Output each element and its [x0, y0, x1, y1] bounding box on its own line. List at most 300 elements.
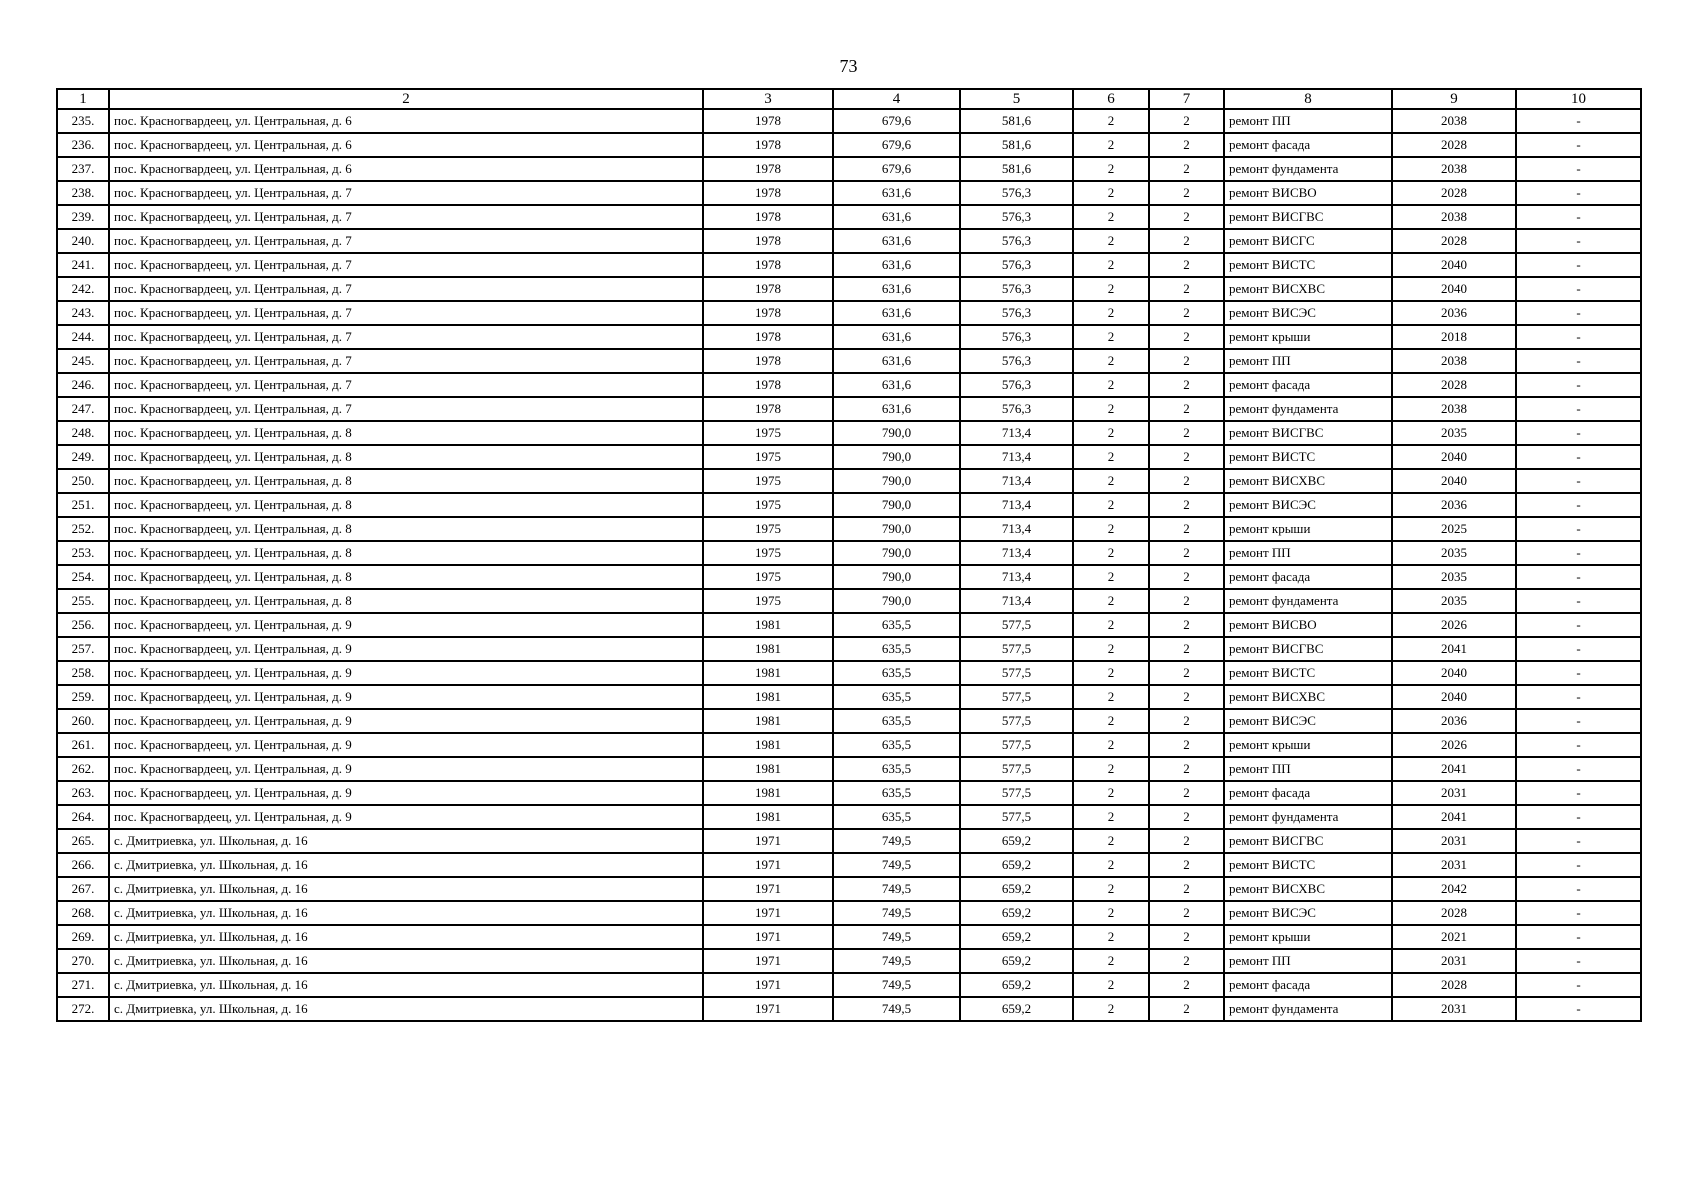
note-cell: -	[1516, 661, 1641, 685]
row-number-cell: 238.	[57, 181, 109, 205]
living-area-cell: 713,4	[960, 589, 1073, 613]
address-cell: пос. Красногвардеец, ул. Центральная, д. 7	[109, 373, 703, 397]
row-number-cell: 268.	[57, 901, 109, 925]
year-cell: 1978	[703, 133, 833, 157]
table-row	[57, 349, 1641, 373]
entrances-cell: 2	[1149, 397, 1224, 421]
address-cell: пос. Красногвардеец, ул. Центральная, д. 7	[109, 325, 703, 349]
address-cell: с. Дмитриевка, ул. Школьная, д. 16	[109, 997, 703, 1021]
plan-year-cell: 2035	[1392, 541, 1516, 565]
plan-year-cell: 2038	[1392, 109, 1516, 133]
address-cell: пос. Красногвардеец, ул. Центральная, д. 8	[109, 565, 703, 589]
living-area-cell: 713,4	[960, 565, 1073, 589]
note-cell: -	[1516, 325, 1641, 349]
living-area-cell: 713,4	[960, 493, 1073, 517]
total-area-cell: 790,0	[833, 517, 960, 541]
address-cell: пос. Красногвардеец, ул. Центральная, д. 7	[109, 349, 703, 373]
plan-year-cell: 2040	[1392, 253, 1516, 277]
address-cell: пос. Красногвардеец, ул. Центральная, д. 6	[109, 157, 703, 181]
living-area-cell: 577,5	[960, 709, 1073, 733]
row-number-cell: 236.	[57, 133, 109, 157]
plan-year-cell: 2035	[1392, 421, 1516, 445]
total-area-cell: 635,5	[833, 613, 960, 637]
row-number-cell: 243.	[57, 301, 109, 325]
row-number-cell: 246.	[57, 373, 109, 397]
total-area-cell: 679,6	[833, 109, 960, 133]
living-area-cell: 577,5	[960, 613, 1073, 637]
row-number-cell: 259.	[57, 685, 109, 709]
note-cell: -	[1516, 493, 1641, 517]
note-cell: -	[1516, 253, 1641, 277]
work-type-cell: ремонт ВИСХВС	[1224, 877, 1392, 901]
table-row	[57, 229, 1641, 253]
row-number-cell: 272.	[57, 997, 109, 1021]
table-row	[57, 277, 1641, 301]
plan-year-cell: 2028	[1392, 133, 1516, 157]
address-cell: пос. Красногвардеец, ул. Центральная, д. 8	[109, 445, 703, 469]
entrances-cell: 2	[1149, 685, 1224, 709]
note-cell: -	[1516, 373, 1641, 397]
entrances-cell: 2	[1149, 589, 1224, 613]
living-area-cell: 577,5	[960, 637, 1073, 661]
floors-cell: 2	[1073, 109, 1149, 133]
year-cell: 1981	[703, 661, 833, 685]
table-row	[57, 205, 1641, 229]
total-area-cell: 631,6	[833, 181, 960, 205]
year-cell: 1978	[703, 205, 833, 229]
plan-year-cell: 2041	[1392, 805, 1516, 829]
plan-year-cell: 2031	[1392, 997, 1516, 1021]
entrances-cell: 2	[1149, 253, 1224, 277]
floors-cell: 2	[1073, 685, 1149, 709]
plan-year-cell: 2041	[1392, 637, 1516, 661]
entrances-cell: 2	[1149, 973, 1224, 997]
living-area-cell: 576,3	[960, 229, 1073, 253]
floors-cell: 2	[1073, 637, 1149, 661]
year-cell: 1971	[703, 973, 833, 997]
note-cell: -	[1516, 421, 1641, 445]
total-area-cell: 679,6	[833, 133, 960, 157]
plan-year-cell: 2036	[1392, 301, 1516, 325]
row-number-cell: 260.	[57, 709, 109, 733]
total-area-cell: 631,6	[833, 277, 960, 301]
total-area-cell: 749,5	[833, 973, 960, 997]
work-type-cell: ремонт ВИСГВС	[1224, 205, 1392, 229]
address-cell: пос. Красногвардеец, ул. Центральная, д. 7	[109, 229, 703, 253]
living-area-cell: 659,2	[960, 877, 1073, 901]
row-number-cell: 252.	[57, 517, 109, 541]
floors-cell: 2	[1073, 301, 1149, 325]
living-area-cell: 577,5	[960, 661, 1073, 685]
total-area-cell: 790,0	[833, 565, 960, 589]
address-cell: пос. Красногвардеец, ул. Центральная, д. 7	[109, 253, 703, 277]
floors-cell: 2	[1073, 397, 1149, 421]
total-area-cell: 635,5	[833, 805, 960, 829]
column-header-2: 2	[109, 89, 703, 109]
table-row	[57, 493, 1641, 517]
total-area-cell: 631,6	[833, 253, 960, 277]
address-cell: с. Дмитриевка, ул. Школьная, д. 16	[109, 829, 703, 853]
column-header-3: 3	[703, 89, 833, 109]
work-type-cell: ремонт фасада	[1224, 781, 1392, 805]
plan-year-cell: 2028	[1392, 901, 1516, 925]
living-area-cell: 659,2	[960, 901, 1073, 925]
column-header-4: 4	[833, 89, 960, 109]
row-number-cell: 264.	[57, 805, 109, 829]
entrances-cell: 2	[1149, 925, 1224, 949]
work-type-cell: ремонт ВИСТС	[1224, 661, 1392, 685]
note-cell: -	[1516, 205, 1641, 229]
total-area-cell: 635,5	[833, 637, 960, 661]
living-area-cell: 576,3	[960, 325, 1073, 349]
work-type-cell: ремонт ВИСВО	[1224, 181, 1392, 205]
entrances-cell: 2	[1149, 373, 1224, 397]
entrances-cell: 2	[1149, 205, 1224, 229]
plan-year-cell: 2031	[1392, 949, 1516, 973]
total-area-cell: 749,5	[833, 901, 960, 925]
work-type-cell: ремонт ВИСВО	[1224, 613, 1392, 637]
total-area-cell: 749,5	[833, 829, 960, 853]
entrances-cell: 2	[1149, 997, 1224, 1021]
table-row	[57, 589, 1641, 613]
note-cell: -	[1516, 541, 1641, 565]
floors-cell: 2	[1073, 445, 1149, 469]
row-number-cell: 239.	[57, 205, 109, 229]
table-row	[57, 397, 1641, 421]
note-cell: -	[1516, 349, 1641, 373]
floors-cell: 2	[1073, 613, 1149, 637]
floors-cell: 2	[1073, 469, 1149, 493]
note-cell: -	[1516, 445, 1641, 469]
work-type-cell: ремонт ВИСТС	[1224, 853, 1392, 877]
entrances-cell: 2	[1149, 541, 1224, 565]
row-number-cell: 253.	[57, 541, 109, 565]
floors-cell: 2	[1073, 133, 1149, 157]
note-cell: -	[1516, 181, 1641, 205]
row-number-cell: 263.	[57, 781, 109, 805]
note-cell: -	[1516, 469, 1641, 493]
total-area-cell: 790,0	[833, 541, 960, 565]
year-cell: 1978	[703, 157, 833, 181]
work-type-cell: ремонт ВИСТС	[1224, 253, 1392, 277]
work-type-cell: ремонт ПП	[1224, 949, 1392, 973]
address-cell: пос. Красногвардеец, ул. Центральная, д. 8	[109, 517, 703, 541]
table-row	[57, 301, 1641, 325]
table-row	[57, 853, 1641, 877]
table-row	[57, 325, 1641, 349]
address-cell: с. Дмитриевка, ул. Школьная, д. 16	[109, 877, 703, 901]
year-cell: 1975	[703, 565, 833, 589]
entrances-cell: 2	[1149, 133, 1224, 157]
table-row	[57, 253, 1641, 277]
year-cell: 1981	[703, 757, 833, 781]
table-row	[57, 661, 1641, 685]
total-area-cell: 635,5	[833, 733, 960, 757]
table-row	[57, 373, 1641, 397]
year-cell: 1978	[703, 253, 833, 277]
total-area-cell: 635,5	[833, 709, 960, 733]
note-cell: -	[1516, 997, 1641, 1021]
row-number-cell: 257.	[57, 637, 109, 661]
floors-cell: 2	[1073, 277, 1149, 301]
living-area-cell: 576,3	[960, 397, 1073, 421]
row-number-cell: 244.	[57, 325, 109, 349]
note-cell: -	[1516, 637, 1641, 661]
living-area-cell: 659,2	[960, 853, 1073, 877]
table-row	[57, 565, 1641, 589]
plan-year-cell: 2035	[1392, 589, 1516, 613]
plan-year-cell: 2031	[1392, 829, 1516, 853]
entrances-cell: 2	[1149, 469, 1224, 493]
year-cell: 1981	[703, 685, 833, 709]
work-type-cell: ремонт ВИСЭС	[1224, 301, 1392, 325]
floors-cell: 2	[1073, 325, 1149, 349]
total-area-cell: 631,6	[833, 397, 960, 421]
floors-cell: 2	[1073, 949, 1149, 973]
total-area-cell: 631,6	[833, 373, 960, 397]
total-area-cell: 790,0	[833, 493, 960, 517]
plan-year-cell: 2028	[1392, 229, 1516, 253]
total-area-cell: 790,0	[833, 421, 960, 445]
living-area-cell: 576,3	[960, 253, 1073, 277]
table-row	[57, 517, 1641, 541]
living-area-cell: 576,3	[960, 301, 1073, 325]
floors-cell: 2	[1073, 901, 1149, 925]
work-type-cell: ремонт фасада	[1224, 133, 1392, 157]
year-cell: 1981	[703, 805, 833, 829]
work-type-cell: ремонт ВИСХВС	[1224, 469, 1392, 493]
address-cell: пос. Красногвардеец, ул. Центральная, д. 6	[109, 109, 703, 133]
entrances-cell: 2	[1149, 709, 1224, 733]
note-cell: -	[1516, 877, 1641, 901]
plan-year-cell: 2042	[1392, 877, 1516, 901]
floors-cell: 2	[1073, 157, 1149, 181]
work-type-cell: ремонт ПП	[1224, 757, 1392, 781]
entrances-cell: 2	[1149, 853, 1224, 877]
row-number-cell: 269.	[57, 925, 109, 949]
address-cell: пос. Красногвардеец, ул. Центральная, д. 6	[109, 133, 703, 157]
table-header-row	[57, 89, 1641, 109]
total-area-cell: 631,6	[833, 205, 960, 229]
entrances-cell: 2	[1149, 109, 1224, 133]
plan-year-cell: 2031	[1392, 781, 1516, 805]
address-cell: пос. Красногвардеец, ул. Центральная, д. 8	[109, 493, 703, 517]
floors-cell: 2	[1073, 565, 1149, 589]
entrances-cell: 2	[1149, 613, 1224, 637]
row-number-cell: 250.	[57, 469, 109, 493]
column-header-1: 1	[57, 89, 109, 109]
total-area-cell: 631,6	[833, 301, 960, 325]
note-cell: -	[1516, 949, 1641, 973]
year-cell: 1975	[703, 589, 833, 613]
plan-year-cell: 2026	[1392, 613, 1516, 637]
address-cell: пос. Красногвардеец, ул. Центральная, д. 9	[109, 733, 703, 757]
note-cell: -	[1516, 781, 1641, 805]
total-area-cell: 790,0	[833, 469, 960, 493]
floors-cell: 2	[1073, 781, 1149, 805]
note-cell: -	[1516, 973, 1641, 997]
living-area-cell: 713,4	[960, 541, 1073, 565]
note-cell: -	[1516, 853, 1641, 877]
living-area-cell: 581,6	[960, 157, 1073, 181]
floors-cell: 2	[1073, 253, 1149, 277]
year-cell: 1981	[703, 781, 833, 805]
plan-year-cell: 2035	[1392, 565, 1516, 589]
year-cell: 1978	[703, 373, 833, 397]
floors-cell: 2	[1073, 229, 1149, 253]
repair-schedule-table	[56, 88, 1642, 1022]
row-number-cell: 256.	[57, 613, 109, 637]
entrances-cell: 2	[1149, 877, 1224, 901]
living-area-cell: 581,6	[960, 109, 1073, 133]
column-header-9: 9	[1392, 89, 1516, 109]
floors-cell: 2	[1073, 541, 1149, 565]
entrances-cell: 2	[1149, 157, 1224, 181]
table-row	[57, 157, 1641, 181]
floors-cell: 2	[1073, 997, 1149, 1021]
year-cell: 1975	[703, 517, 833, 541]
floors-cell: 2	[1073, 877, 1149, 901]
note-cell: -	[1516, 397, 1641, 421]
total-area-cell: 631,6	[833, 325, 960, 349]
work-type-cell: ремонт фундамента	[1224, 997, 1392, 1021]
plan-year-cell: 2038	[1392, 349, 1516, 373]
plan-year-cell: 2026	[1392, 733, 1516, 757]
table-row	[57, 469, 1641, 493]
living-area-cell: 576,3	[960, 205, 1073, 229]
work-type-cell: ремонт ВИСГВС	[1224, 829, 1392, 853]
year-cell: 1978	[703, 229, 833, 253]
living-area-cell: 576,3	[960, 181, 1073, 205]
note-cell: -	[1516, 757, 1641, 781]
floors-cell: 2	[1073, 973, 1149, 997]
plan-year-cell: 2018	[1392, 325, 1516, 349]
plan-year-cell: 2038	[1392, 157, 1516, 181]
note-cell: -	[1516, 157, 1641, 181]
floors-cell: 2	[1073, 373, 1149, 397]
note-cell: -	[1516, 805, 1641, 829]
work-type-cell: ремонт фасада	[1224, 373, 1392, 397]
work-type-cell: ремонт крыши	[1224, 925, 1392, 949]
plan-year-cell: 2028	[1392, 373, 1516, 397]
address-cell: пос. Красногвардеец, ул. Центральная, д. 9	[109, 709, 703, 733]
table-row	[57, 637, 1641, 661]
year-cell: 1978	[703, 181, 833, 205]
row-number-cell: 271.	[57, 973, 109, 997]
living-area-cell: 581,6	[960, 133, 1073, 157]
address-cell: пос. Красногвардеец, ул. Центральная, д. 7	[109, 397, 703, 421]
row-number-cell: 254.	[57, 565, 109, 589]
work-type-cell: ремонт ВИСГВС	[1224, 637, 1392, 661]
plan-year-cell: 2028	[1392, 181, 1516, 205]
year-cell: 1971	[703, 829, 833, 853]
address-cell: пос. Красногвардеец, ул. Центральная, д. 9	[109, 757, 703, 781]
address-cell: пос. Красногвардеец, ул. Центральная, д. 8	[109, 469, 703, 493]
note-cell: -	[1516, 301, 1641, 325]
work-type-cell: ремонт крыши	[1224, 733, 1392, 757]
living-area-cell: 576,3	[960, 373, 1073, 397]
floors-cell: 2	[1073, 733, 1149, 757]
year-cell: 1981	[703, 613, 833, 637]
entrances-cell: 2	[1149, 301, 1224, 325]
plan-year-cell: 2038	[1392, 397, 1516, 421]
table-row	[57, 445, 1641, 469]
address-cell: пос. Красногвардеец, ул. Центральная, д. 8	[109, 541, 703, 565]
year-cell: 1978	[703, 301, 833, 325]
row-number-cell: 248.	[57, 421, 109, 445]
year-cell: 1975	[703, 469, 833, 493]
row-number-cell: 265.	[57, 829, 109, 853]
total-area-cell: 635,5	[833, 757, 960, 781]
total-area-cell: 631,6	[833, 229, 960, 253]
table-row	[57, 901, 1641, 925]
work-type-cell: ремонт ВИСЭС	[1224, 709, 1392, 733]
year-cell: 1971	[703, 853, 833, 877]
plan-year-cell: 2021	[1392, 925, 1516, 949]
work-type-cell: ремонт ВИСХВС	[1224, 685, 1392, 709]
row-number-cell: 261.	[57, 733, 109, 757]
column-header-7: 7	[1149, 89, 1224, 109]
note-cell: -	[1516, 613, 1641, 637]
year-cell: 1971	[703, 925, 833, 949]
floors-cell: 2	[1073, 829, 1149, 853]
column-header-10: 10	[1516, 89, 1641, 109]
row-number-cell: 266.	[57, 853, 109, 877]
total-area-cell: 790,0	[833, 445, 960, 469]
living-area-cell: 659,2	[960, 925, 1073, 949]
year-cell: 1971	[703, 997, 833, 1021]
work-type-cell: ремонт ВИСЭС	[1224, 493, 1392, 517]
entrances-cell: 2	[1149, 277, 1224, 301]
entrances-cell: 2	[1149, 229, 1224, 253]
entrances-cell: 2	[1149, 349, 1224, 373]
total-area-cell: 679,6	[833, 157, 960, 181]
table-row	[57, 541, 1641, 565]
total-area-cell: 749,5	[833, 925, 960, 949]
living-area-cell: 659,2	[960, 949, 1073, 973]
year-cell: 1975	[703, 445, 833, 469]
work-type-cell: ремонт фундамента	[1224, 589, 1392, 613]
total-area-cell: 749,5	[833, 997, 960, 1021]
floors-cell: 2	[1073, 661, 1149, 685]
table-row	[57, 709, 1641, 733]
row-number-cell: 247.	[57, 397, 109, 421]
address-cell: пос. Красногвардеец, ул. Центральная, д. 9	[109, 661, 703, 685]
address-cell: с. Дмитриевка, ул. Школьная, д. 16	[109, 925, 703, 949]
living-area-cell: 659,2	[960, 829, 1073, 853]
plan-year-cell: 2040	[1392, 445, 1516, 469]
entrances-cell: 2	[1149, 805, 1224, 829]
work-type-cell: ремонт крыши	[1224, 517, 1392, 541]
living-area-cell: 713,4	[960, 421, 1073, 445]
living-area-cell: 577,5	[960, 805, 1073, 829]
floors-cell: 2	[1073, 205, 1149, 229]
row-number-cell: 262.	[57, 757, 109, 781]
year-cell: 1975	[703, 541, 833, 565]
row-number-cell: 258.	[57, 661, 109, 685]
note-cell: -	[1516, 901, 1641, 925]
year-cell: 1978	[703, 277, 833, 301]
table-row	[57, 181, 1641, 205]
living-area-cell: 577,5	[960, 685, 1073, 709]
note-cell: -	[1516, 709, 1641, 733]
floors-cell: 2	[1073, 589, 1149, 613]
column-header-6: 6	[1073, 89, 1149, 109]
entrances-cell: 2	[1149, 445, 1224, 469]
floors-cell: 2	[1073, 757, 1149, 781]
work-type-cell: ремонт фасада	[1224, 565, 1392, 589]
plan-year-cell: 2040	[1392, 661, 1516, 685]
